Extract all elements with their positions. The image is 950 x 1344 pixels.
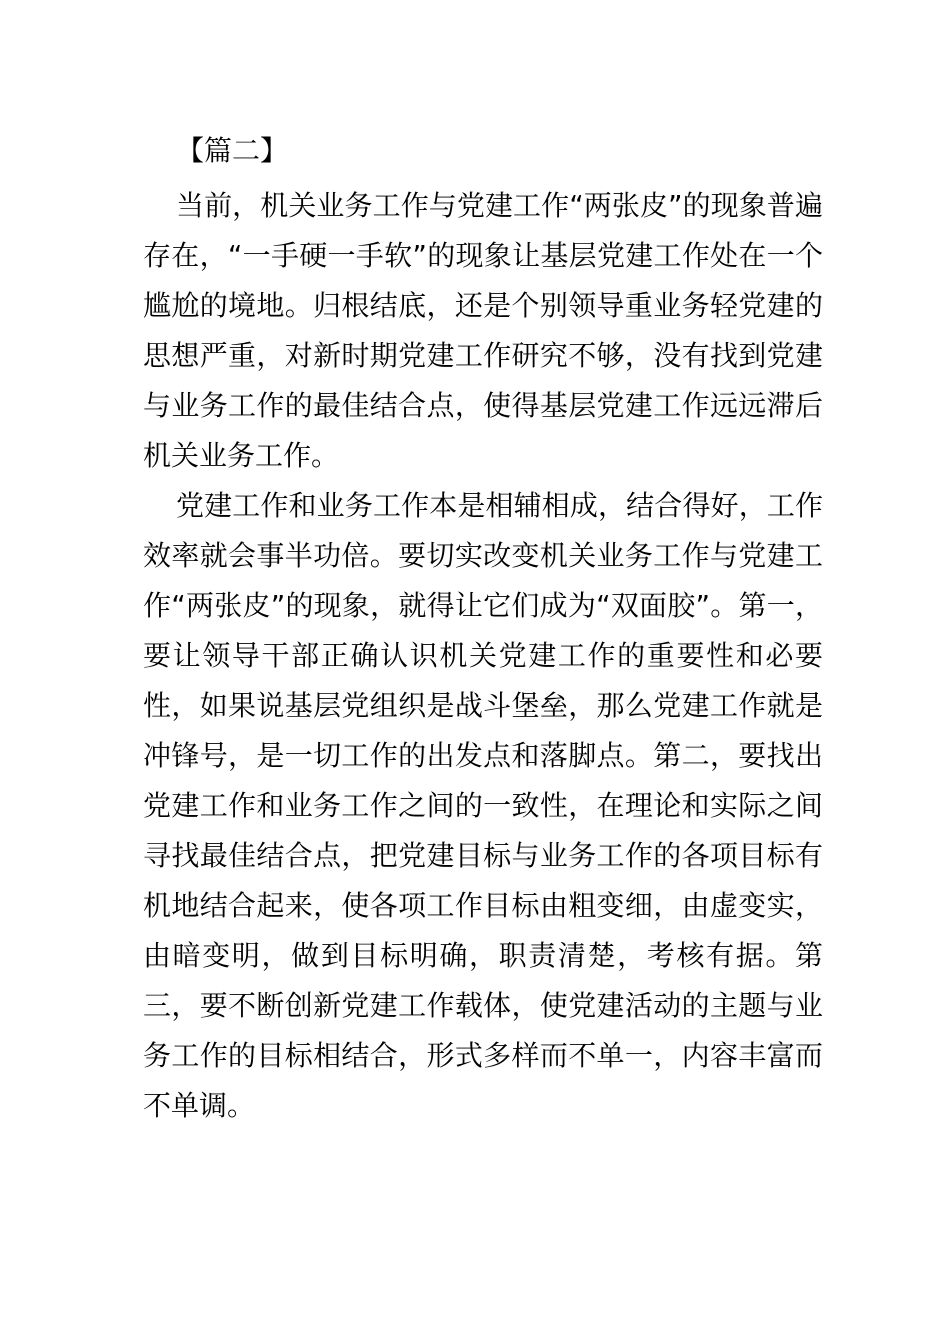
section-heading: 【篇二】 (176, 134, 289, 167)
paragraph-2: 党建工作和业务工作本是相辅相成，结合得好，工作效率就会事半功倍。要切实改变机关业务工作与党建工作“两张皮”的现象，就得让它们成为“双面胶”。第一，要让领导干部正确认识机关党建工作的重要性和必要性，如果说基层党组织是战斗堡垒，那么党建工作就是冲锋号，是一切工作的出发点和落脚点。第二，要找出党建工作和业务工作之间的一致性，在理论和实际之间寻找最佳结合点，把党建目标与业务工作的各项目标有机地结合起来，使各项工作目标由粗变细，由虚变实，由暗变明，做到目标明确，职责清楚，考核有据。第三，要不断创新党建工作载体，使党建活动的主题与业务工作的目标相结合，形式多样而不单一，内容丰富而不单调。 (143, 489, 823, 1122)
paragraph-1: 当前，机关业务工作与党建工作“两张皮”的现象普遍存在，“一手硬一手软”的现象让基层党建工作处在一个尴尬的境地。归根结底，还是个别领导重业务轻党建的思想严重，对新时期党建工作研究不够，没有找到党建与业务工作的最佳结合点，使得基层党建工作远远滞后机关业务工作。 (143, 189, 823, 472)
document-body (143, 126, 823, 1131)
